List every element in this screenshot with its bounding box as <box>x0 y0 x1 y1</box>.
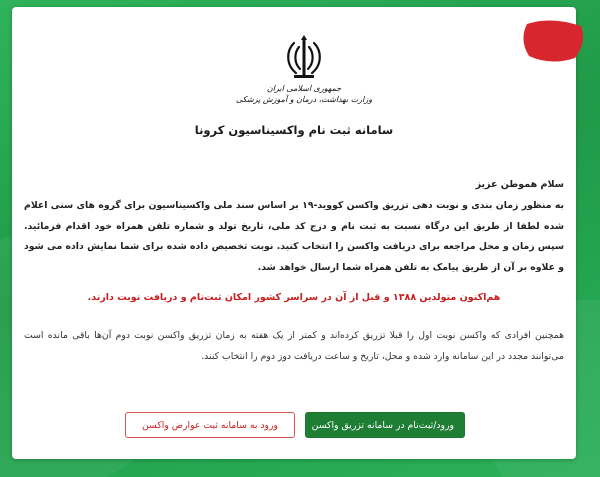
watermark-logo <box>521 18 587 64</box>
intro-paragraph: به منظور زمان بندی و نوبت دهی تزریق واکسن کووید-۱۹ بر اساس سند ملی واکسیناسیون برای گروه های سنی اعلام شده لطفا از طریق این درگاه نسبت به ثبت نام و درج کد ملی، تاریخ تولد و شماره تلفن همراه خود اقدام فرمائید. سپس زمان و محل مراجعه برای دریافت واکسن را انتخاب کنید. نوبت تخصیص داده شده برای شما نمایش داده می شود و علاوه بر آن از طریق پیامک به تلفن همراه شما ارسال خواهد شد. <box>24 200 564 273</box>
side-effects-button[interactable]: ورود به سامانه ثبت عوارض واکسن <box>125 412 295 438</box>
page-title: سامانه ثبت نام واکسیناسیون کرونا <box>194 123 394 137</box>
iran-emblem-icon <box>282 35 326 81</box>
eligibility-alert: هم‌اکنون متولدین ۱۳۸۸ و قبل از آن در سراسر کشور امکان ثبت‌نام و دریافت نوبت دارند. <box>87 292 501 303</box>
greeting-text: سلام هموطن عزیز <box>475 179 564 190</box>
register-vaccination-button[interactable]: ورود/ثبت‌نام در سامانه تزریق واکسن <box>305 412 465 438</box>
watermark-logo-shape <box>521 18 587 64</box>
ministry-line-1: جمهوری اسلامی ایران <box>266 84 342 93</box>
second-dose-note: همچنین افرادی که واکسن نوبت اول را قبلا تزریق کرده‌اند و کمتر از یک هفته به زمان تزریق واکسن نوبت دوم آن‌ها باقی مانده است می‌توانند مجدد در این سامانه وارد شده و محل، تاریخ و ساعت دریافت دوز دوم را انتخاب کنند. <box>24 330 564 362</box>
main-card <box>12 7 576 459</box>
ministry-line-2: وزارت بهداشت، درمان و آموزش پزشکی <box>235 95 373 104</box>
ministry-caption <box>222 83 386 105</box>
